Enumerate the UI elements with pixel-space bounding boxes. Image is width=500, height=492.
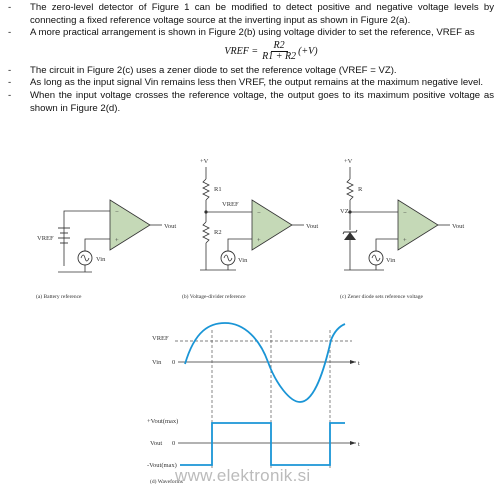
- ac-source-c: [369, 251, 383, 265]
- label-vout-c: Vout: [452, 223, 465, 230]
- caption-a: (a) Battery reference: [36, 294, 82, 300]
- label-t-2: t: [358, 441, 360, 448]
- bullet-dash: -: [8, 2, 12, 13]
- vout-square-wave: [180, 423, 345, 465]
- bullet-dash: -: [8, 77, 12, 89]
- svg-text:+: +: [403, 237, 407, 244]
- formula-tail: (+V): [298, 45, 318, 57]
- bullet-dash: -: [8, 64, 12, 76]
- label-vin-b: Vin: [238, 257, 248, 264]
- circuit-b: [182, 158, 318, 300]
- label-vout-a: Vout: [164, 223, 177, 230]
- label-vout-b: Vout: [306, 223, 319, 230]
- circuit-c: [340, 158, 464, 300]
- formula-denominator: R1 + R2: [262, 50, 297, 62]
- circuit-a: [36, 200, 176, 300]
- resistor-r2: [203, 222, 209, 243]
- formula-lhs: VREF =: [224, 45, 259, 57]
- label-r1: R1: [214, 186, 222, 193]
- svg-text:+: +: [115, 237, 119, 244]
- label-vref-b: VREF: [222, 201, 239, 208]
- ac-source-a: [78, 251, 92, 265]
- formula-numerator: R2: [271, 41, 288, 52]
- resistor-r1: [203, 179, 209, 200]
- label-r2: R2: [214, 229, 222, 236]
- bullet-text: As long as the input signal Vin remains less then VREF, the output remains at the maximum negative level.: [30, 77, 484, 89]
- label-vplus-b: +V: [200, 158, 209, 165]
- bullet-text: A more practical arrangement is shown in Figure 2(b) using voltage divider to set the reference, VREF as: [30, 27, 475, 39]
- label-t-1: t: [358, 360, 360, 367]
- label-zero-1: 0: [172, 359, 176, 366]
- vin-sine-wave: [185, 323, 345, 402]
- caption-b: (b) Voltage-divider reference: [182, 294, 246, 300]
- svg-text:+: +: [257, 237, 261, 244]
- bullet-dash: -: [8, 27, 12, 39]
- label-vin-a: Vin: [96, 256, 106, 263]
- label-vref-d: VREF: [152, 335, 169, 342]
- label-vin-c: Vin: [386, 257, 396, 264]
- watermark: www.elektronik.si: [175, 466, 311, 485]
- zener-diode: [344, 232, 356, 240]
- label-vout-d: Vout: [150, 440, 163, 447]
- bullet-text: When the input voltage crosses the reference voltage, the output goes to its maximum positive voltage as shown in Figure 2(d).: [30, 89, 494, 114]
- waveform-d: [147, 323, 360, 485]
- label-vout-min: -Vout(max): [147, 462, 177, 469]
- resistor-r: [347, 179, 353, 200]
- svg-text:−: −: [257, 210, 261, 217]
- caption-d: (d) Waveforms: [150, 479, 183, 485]
- label-vz: VZ: [340, 208, 349, 215]
- svg-text:−: −: [403, 210, 407, 217]
- label-r: R: [358, 186, 363, 193]
- label-vin-d: Vin: [152, 359, 162, 366]
- caption-c: (c) Zener diode sets reference voltage: [340, 294, 423, 300]
- ac-source-b: [221, 251, 235, 265]
- bullet-text: The zero-level detector of Figure 1 can be modified to detect positive and negative voltage levels by connecting a fixed reference voltage source at the inverting input as shown in Figure 2(a).: [30, 2, 494, 26]
- label-vref-a: VREF: [37, 235, 54, 242]
- svg-text:−: −: [115, 209, 119, 216]
- label-zero-2: 0: [172, 440, 176, 447]
- bullet-dash: -: [8, 89, 12, 101]
- bullet-text: The circuit in Figure 2(c) uses a zener diode to set the reference voltage (VREF = VZ).: [30, 64, 397, 76]
- label-vplus-c: +V: [344, 158, 353, 165]
- label-vout-max: +Vout(max): [147, 418, 179, 425]
